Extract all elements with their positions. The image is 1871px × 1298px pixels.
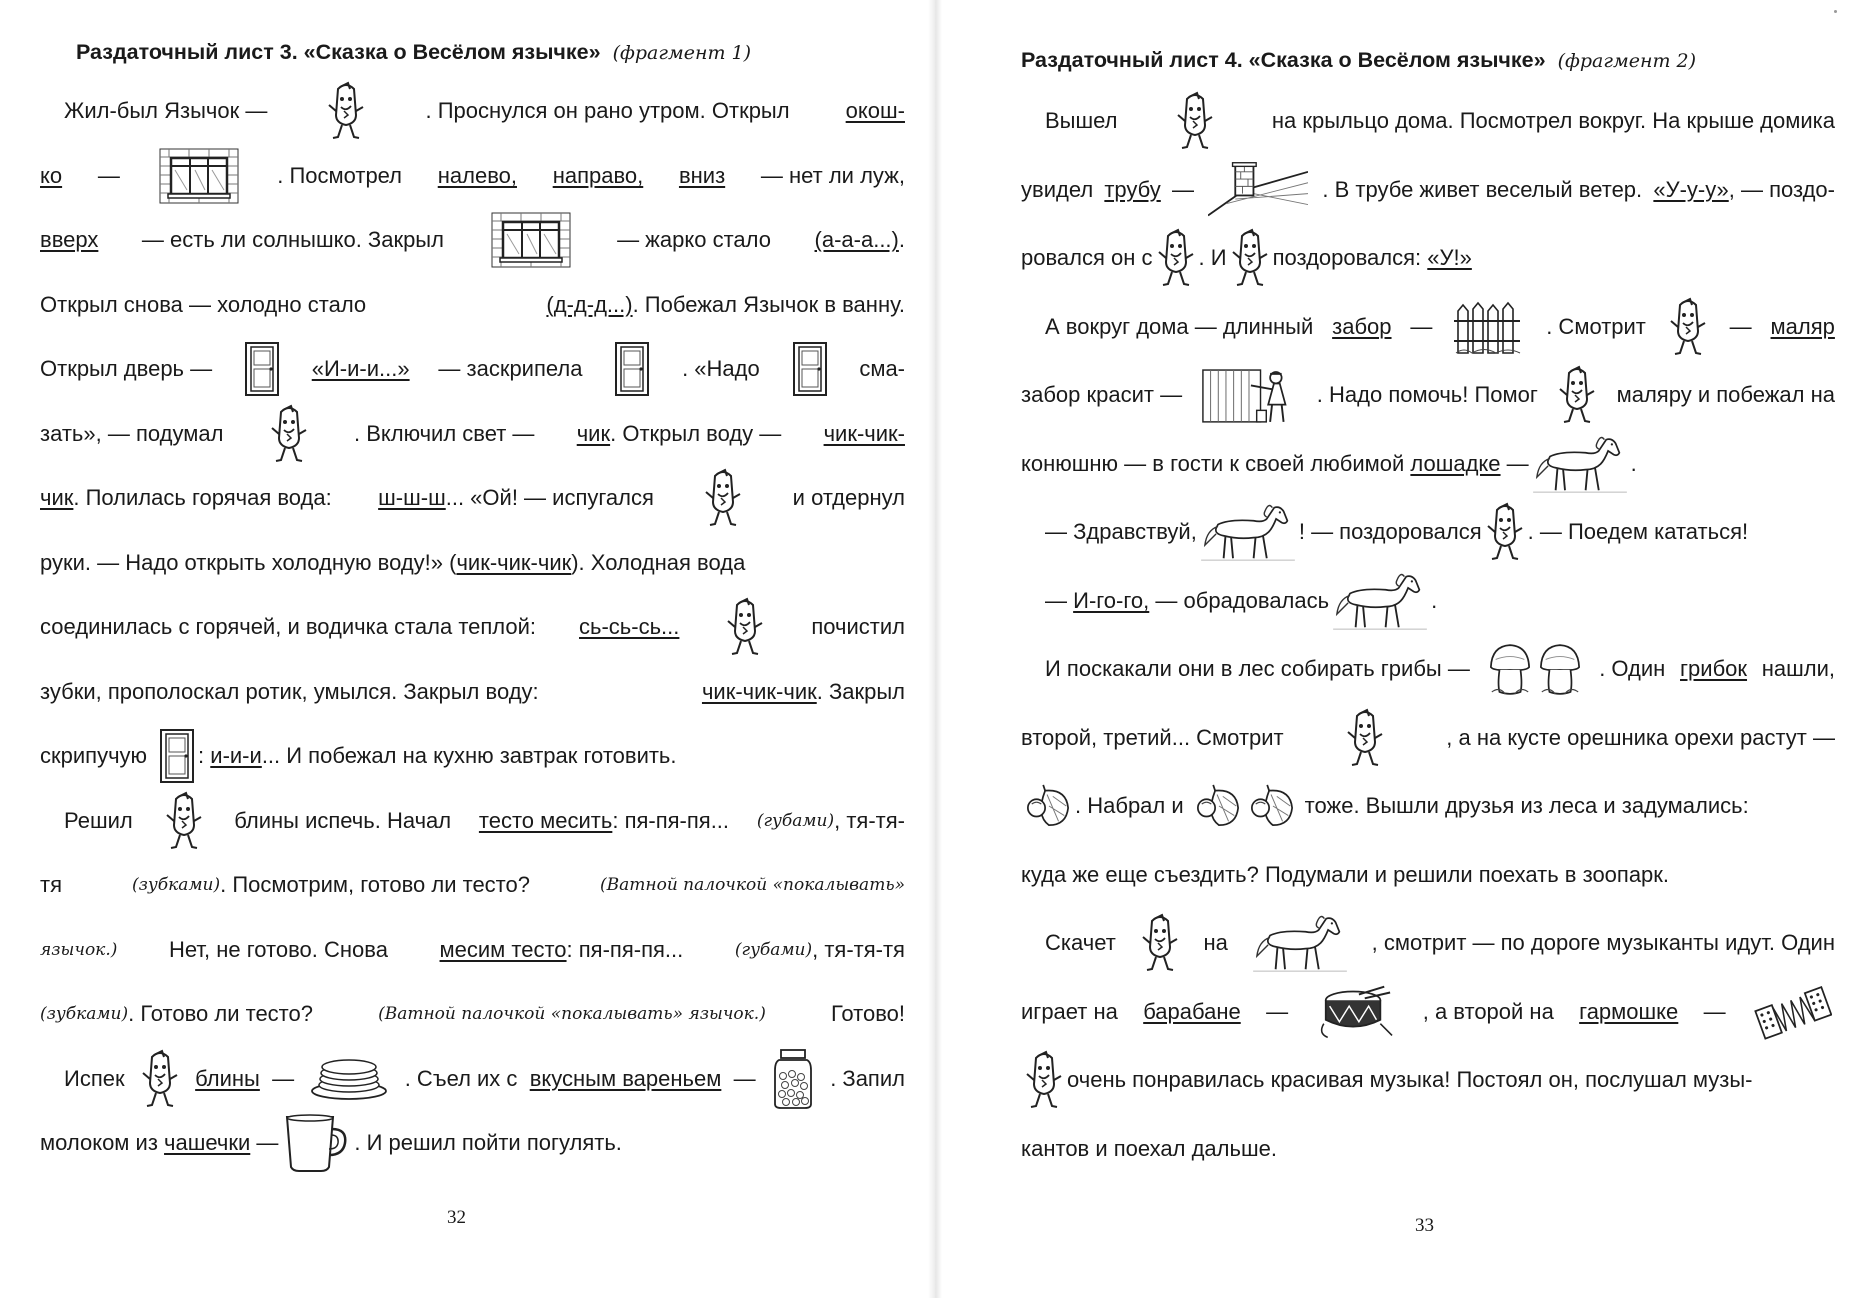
story-line: очень понравилась красивая музыка! Постоял он, послушал музы- <box>1021 1046 1835 1115</box>
right-page-fragment: (фрагмент 2) <box>1557 50 1697 72</box>
horse-icon <box>1532 434 1628 494</box>
story-line: зубки, прополоскал ротик, умылся. Закрыл воду: чик-чик-чик . Закрыл <box>40 678 905 704</box>
window-icon <box>159 148 239 204</box>
left-story-text <box>40 79 905 1176</box>
tongue-character-icon <box>1668 297 1708 357</box>
mushroom-icon <box>1488 641 1532 697</box>
tongue-character-icon <box>164 791 204 851</box>
story-line: — И-го-го, — обрадовалась . <box>1021 567 1835 636</box>
painter-icon <box>1201 364 1297 426</box>
story-line: Вышел на крыльцо дома. Посмотрел вокруг. На крыше домика <box>1021 87 1835 156</box>
right-page <box>935 0 1871 1298</box>
tongue-character-icon <box>1230 228 1270 288</box>
hazelnut-icon <box>1248 783 1296 829</box>
window-icon <box>491 212 571 268</box>
story-line: молоком из чашечки — . И решил пойти погулять. <box>40 1111 905 1176</box>
jam-jar-icon <box>771 1048 815 1110</box>
door-icon <box>159 728 195 784</box>
story-line: Жил-был Язычок — . Проснулся он рано утром. Открыл окош- <box>40 79 905 144</box>
story-line: зать», — подумал . Включил свет — чик . Открыл воду — чик-чик- <box>40 402 905 467</box>
story-line: И поскакали они в лес собирать грибы — . Один грибок нашли, <box>1021 635 1835 704</box>
story-line: Скачет на , смотрит — по дороге музыканты идут. Один <box>1021 909 1835 978</box>
door-icon <box>792 341 828 397</box>
cup-icon <box>281 1113 351 1173</box>
right-story-text <box>1021 87 1835 1183</box>
drum-icon <box>1316 984 1394 1040</box>
door-icon <box>614 341 650 397</box>
story-line: тя (зубками) . Посмотрим, готово ли тесто? (Ватной палочкой «покалывать» <box>40 872 905 898</box>
story-line: играет на барабане — , а второй на гармошке — <box>1021 978 1835 1047</box>
story-line: увидел трубу — . В трубе живет веселый ветер. «У-у-у» , — поздо- <box>1021 156 1835 225</box>
left-page-title: Раздаточный лист 3. «Сказка о Весёлом язычке» (фрагмент 1) <box>76 40 752 64</box>
fence-icon <box>1454 299 1524 355</box>
horse-icon <box>1200 502 1296 562</box>
story-line: Испек блины — . Съел их с вкусным вареньем — . Запил <box>40 1047 905 1112</box>
tongue-character-icon <box>1557 365 1597 425</box>
story-line: ко — . Посмотрел налево, направо, вниз — нет ли луж, <box>40 144 905 209</box>
left-page-fragment: (фрагмент 1) <box>612 42 752 64</box>
story-line: второй, третий... Смотрит , а на кусте орешника орехи растут — <box>1021 704 1835 773</box>
hazelnut-icon <box>1194 783 1242 829</box>
story-line: ровался он с . И поздоровался: «У!» <box>1021 224 1835 293</box>
tongue-character-icon <box>1024 1050 1064 1110</box>
story-line: . Набрал и тоже. Вышли друзья из леса и задумались: <box>1021 772 1835 841</box>
right-page-title: Раздаточный лист 4. «Сказка о Весёлом язычке» (фрагмент 2) <box>1021 48 1697 72</box>
story-line: язычок.) Нет, не готово. Снова месим тесто : пя-пя-пя... (губами) , тя-тя-тя <box>40 936 905 962</box>
story-line: забор красит — . Надо помочь! Помог маляру и побежал на <box>1021 361 1835 430</box>
page-number-right: 33 <box>1415 1215 1434 1236</box>
tongue-character-icon <box>326 81 366 141</box>
left-page <box>0 0 935 1298</box>
story-line: соединилась с горячей, и водичка стала теплой: сь-сь-сь... почистил <box>40 595 905 660</box>
story-line: чик . Полилась горячая вода: ш-ш-ш ... «Ой! — испугался и отдернул <box>40 466 905 531</box>
story-line: скрипучую : и-и-и ... И побежал на кухню завтрак готовить. <box>40 724 905 789</box>
story-line: вверх — есть ли солнышко. Закрыл — жарко стало (а-а-а...) . <box>40 208 905 273</box>
tongue-character-icon <box>269 404 309 464</box>
story-line: Решил блины испечь. Начал тесто месить : пя-пя-пя... (губами) , тя-тя- <box>40 789 905 854</box>
tongue-character-icon <box>1156 228 1196 288</box>
story-line: — Здравствуй, ! — поздоровался . — Поедем кататься! <box>1021 498 1835 567</box>
tongue-character-icon <box>703 468 743 528</box>
story-line: Открыл дверь — «И-и-и...» — заскрипела . «Надо сма- <box>40 337 905 402</box>
horse-icon <box>1252 913 1348 973</box>
tongue-character-icon <box>1345 708 1385 768</box>
hazelnut-icon <box>1024 783 1072 829</box>
accordion-icon <box>1754 984 1832 1040</box>
tongue-character-icon <box>1175 91 1215 151</box>
chimney-roof-icon <box>1208 162 1308 218</box>
door-icon <box>244 341 280 397</box>
story-line: руки. — Надо открыть холодную воду!» ( чик-чик-чик ). Холодная вода <box>40 549 746 575</box>
story-line: конюшню — в гости к своей любимой лошадке — . <box>1021 430 1835 499</box>
story-line: кантов и поехал дальше. <box>1021 1135 1277 1161</box>
tongue-character-icon <box>140 1049 180 1109</box>
page-number-left: 32 <box>447 1207 466 1228</box>
tongue-character-icon <box>1485 502 1525 562</box>
story-line: А вокруг дома — длинный забор — . Смотрит — маляр <box>1021 293 1835 362</box>
pancakes-icon <box>309 1057 389 1101</box>
tongue-character-icon <box>1140 913 1180 973</box>
mushroom-icon <box>1538 641 1582 697</box>
story-line: куда же еще съездить? Подумали и решили поехать в зоопарк. <box>1021 861 1670 887</box>
tongue-character-icon <box>725 597 765 657</box>
story-line: (зубками) . Готово ли тесто? (Ватной палочкой «покалывать» язычок.) Готово! <box>40 1001 905 1027</box>
horse-icon <box>1332 571 1428 631</box>
story-line: Открыл снова — холодно стало (д-д-д...) . Побежал Язычок в ванну. <box>40 291 905 317</box>
